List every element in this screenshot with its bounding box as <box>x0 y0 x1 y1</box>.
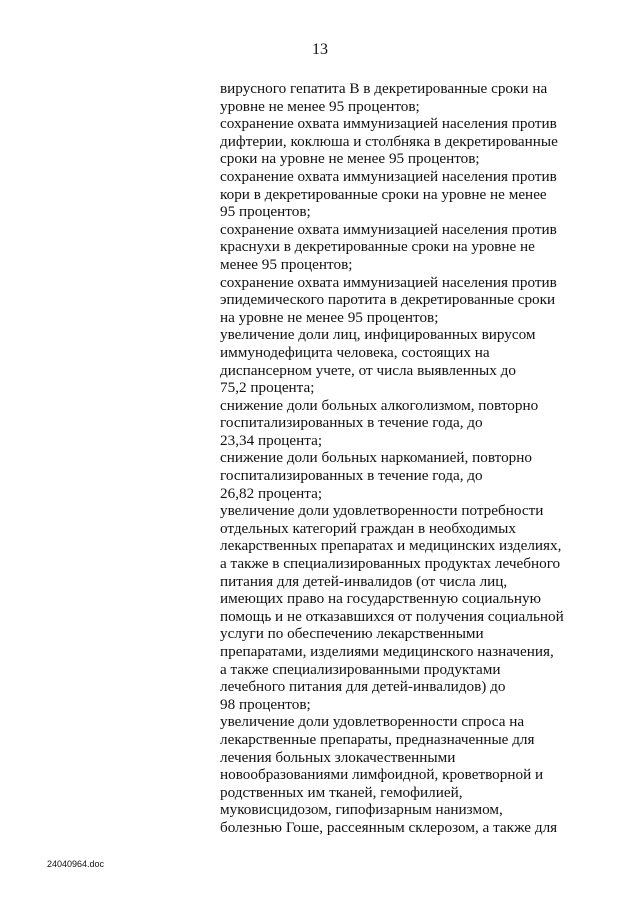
text-line: 26,82 процента; <box>220 484 323 502</box>
text-line: муковисцидозом, гипофизарным нанизмом, <box>220 801 503 819</box>
text-line: увеличение доли лиц, инфицированных вирусом <box>220 326 536 344</box>
text-line: кори в декретированные сроки на уровне не менее <box>220 185 547 203</box>
text-line: сохранение охвата иммунизацией населения против <box>220 167 557 185</box>
text-line: госпитализированных в течение года, до <box>220 414 483 432</box>
footer-filename: 24040964.doc <box>47 859 105 869</box>
text-line: сохранение охвата иммунизацией населения против <box>220 115 557 133</box>
text-line: сохранение охвата иммунизацией населения против <box>220 273 557 291</box>
text-line: а также в специализированных продуктах лечебного <box>220 555 561 573</box>
text-line: диспансерном учете, от числа выявленных до <box>220 361 516 379</box>
text-line: сохранение охвата иммунизацией населения против <box>220 220 557 238</box>
text-line: снижение доли больных алкоголизмом, повторно <box>220 396 539 414</box>
text-line: имеющих право на государственную социальную <box>220 590 541 608</box>
text-line: уровне не менее 95 процентов; <box>220 97 420 115</box>
text-line: снижение доли больных наркоманией, повторно <box>220 449 532 467</box>
text-line: сроки на уровне не менее 95 процентов; <box>220 150 480 168</box>
text-line: краснухи в декретированные сроки на уровне не <box>220 238 535 256</box>
text-line: на уровне не менее 95 процентов; <box>220 308 439 326</box>
page-number: 13 <box>312 41 328 58</box>
text-line: вирусного гепатита В в декретированные сроки на <box>220 80 548 97</box>
text-line: помощь и не отказавшихся от получения социальной <box>220 607 564 625</box>
text-line: увеличение доли удовлетворенности потребности <box>220 502 544 520</box>
text-line: отдельных категорий граждан в необходимых <box>220 519 516 537</box>
text-line: иммунодефицита человека, состоящих на <box>220 343 490 361</box>
text-line: менее 95 процентов; <box>220 255 353 273</box>
text-line: лечения больных злокачественными <box>220 748 456 766</box>
text-line: 75,2 процента; <box>220 379 315 397</box>
text-line: питания для детей-инвалидов (от числа лиц, <box>220 572 508 590</box>
text-line: госпитализированных в течение года, до <box>220 467 483 485</box>
text-line: увеличение доли удовлетворенности спроса на <box>220 713 525 731</box>
text-line: 95 процентов; <box>220 203 311 221</box>
text-line: родственных им тканей, гемофилией, <box>220 783 463 801</box>
text-line: новообразованиями лимфоидной, кроветворной и <box>220 766 544 784</box>
text-line: дифтерии, коклюша и столбняка в декретированные <box>220 132 558 150</box>
text-line: лекарственных препаратах и медицинских изделиях, <box>220 537 562 555</box>
text-line: лечебного питания для детей-инвалидов) до <box>220 678 506 696</box>
text-line: эпидемического паротита в декретированные сроки <box>220 291 556 309</box>
text-line: услуги по обеспечению лекарственными <box>220 625 484 643</box>
text-line: а также специализированными продуктами <box>220 660 501 678</box>
text-line: 23,34 процента; <box>220 431 323 449</box>
document-body <box>220 80 590 837</box>
text-line: лекарственные препараты, предназначенные для <box>220 730 535 748</box>
text-line: 98 процентов; <box>220 695 311 713</box>
text-line: болезнью Гоше, рассеянным склерозом, а также для <box>220 818 558 836</box>
text-line: препаратами, изделиями медицинского назначения, <box>220 643 554 660</box>
